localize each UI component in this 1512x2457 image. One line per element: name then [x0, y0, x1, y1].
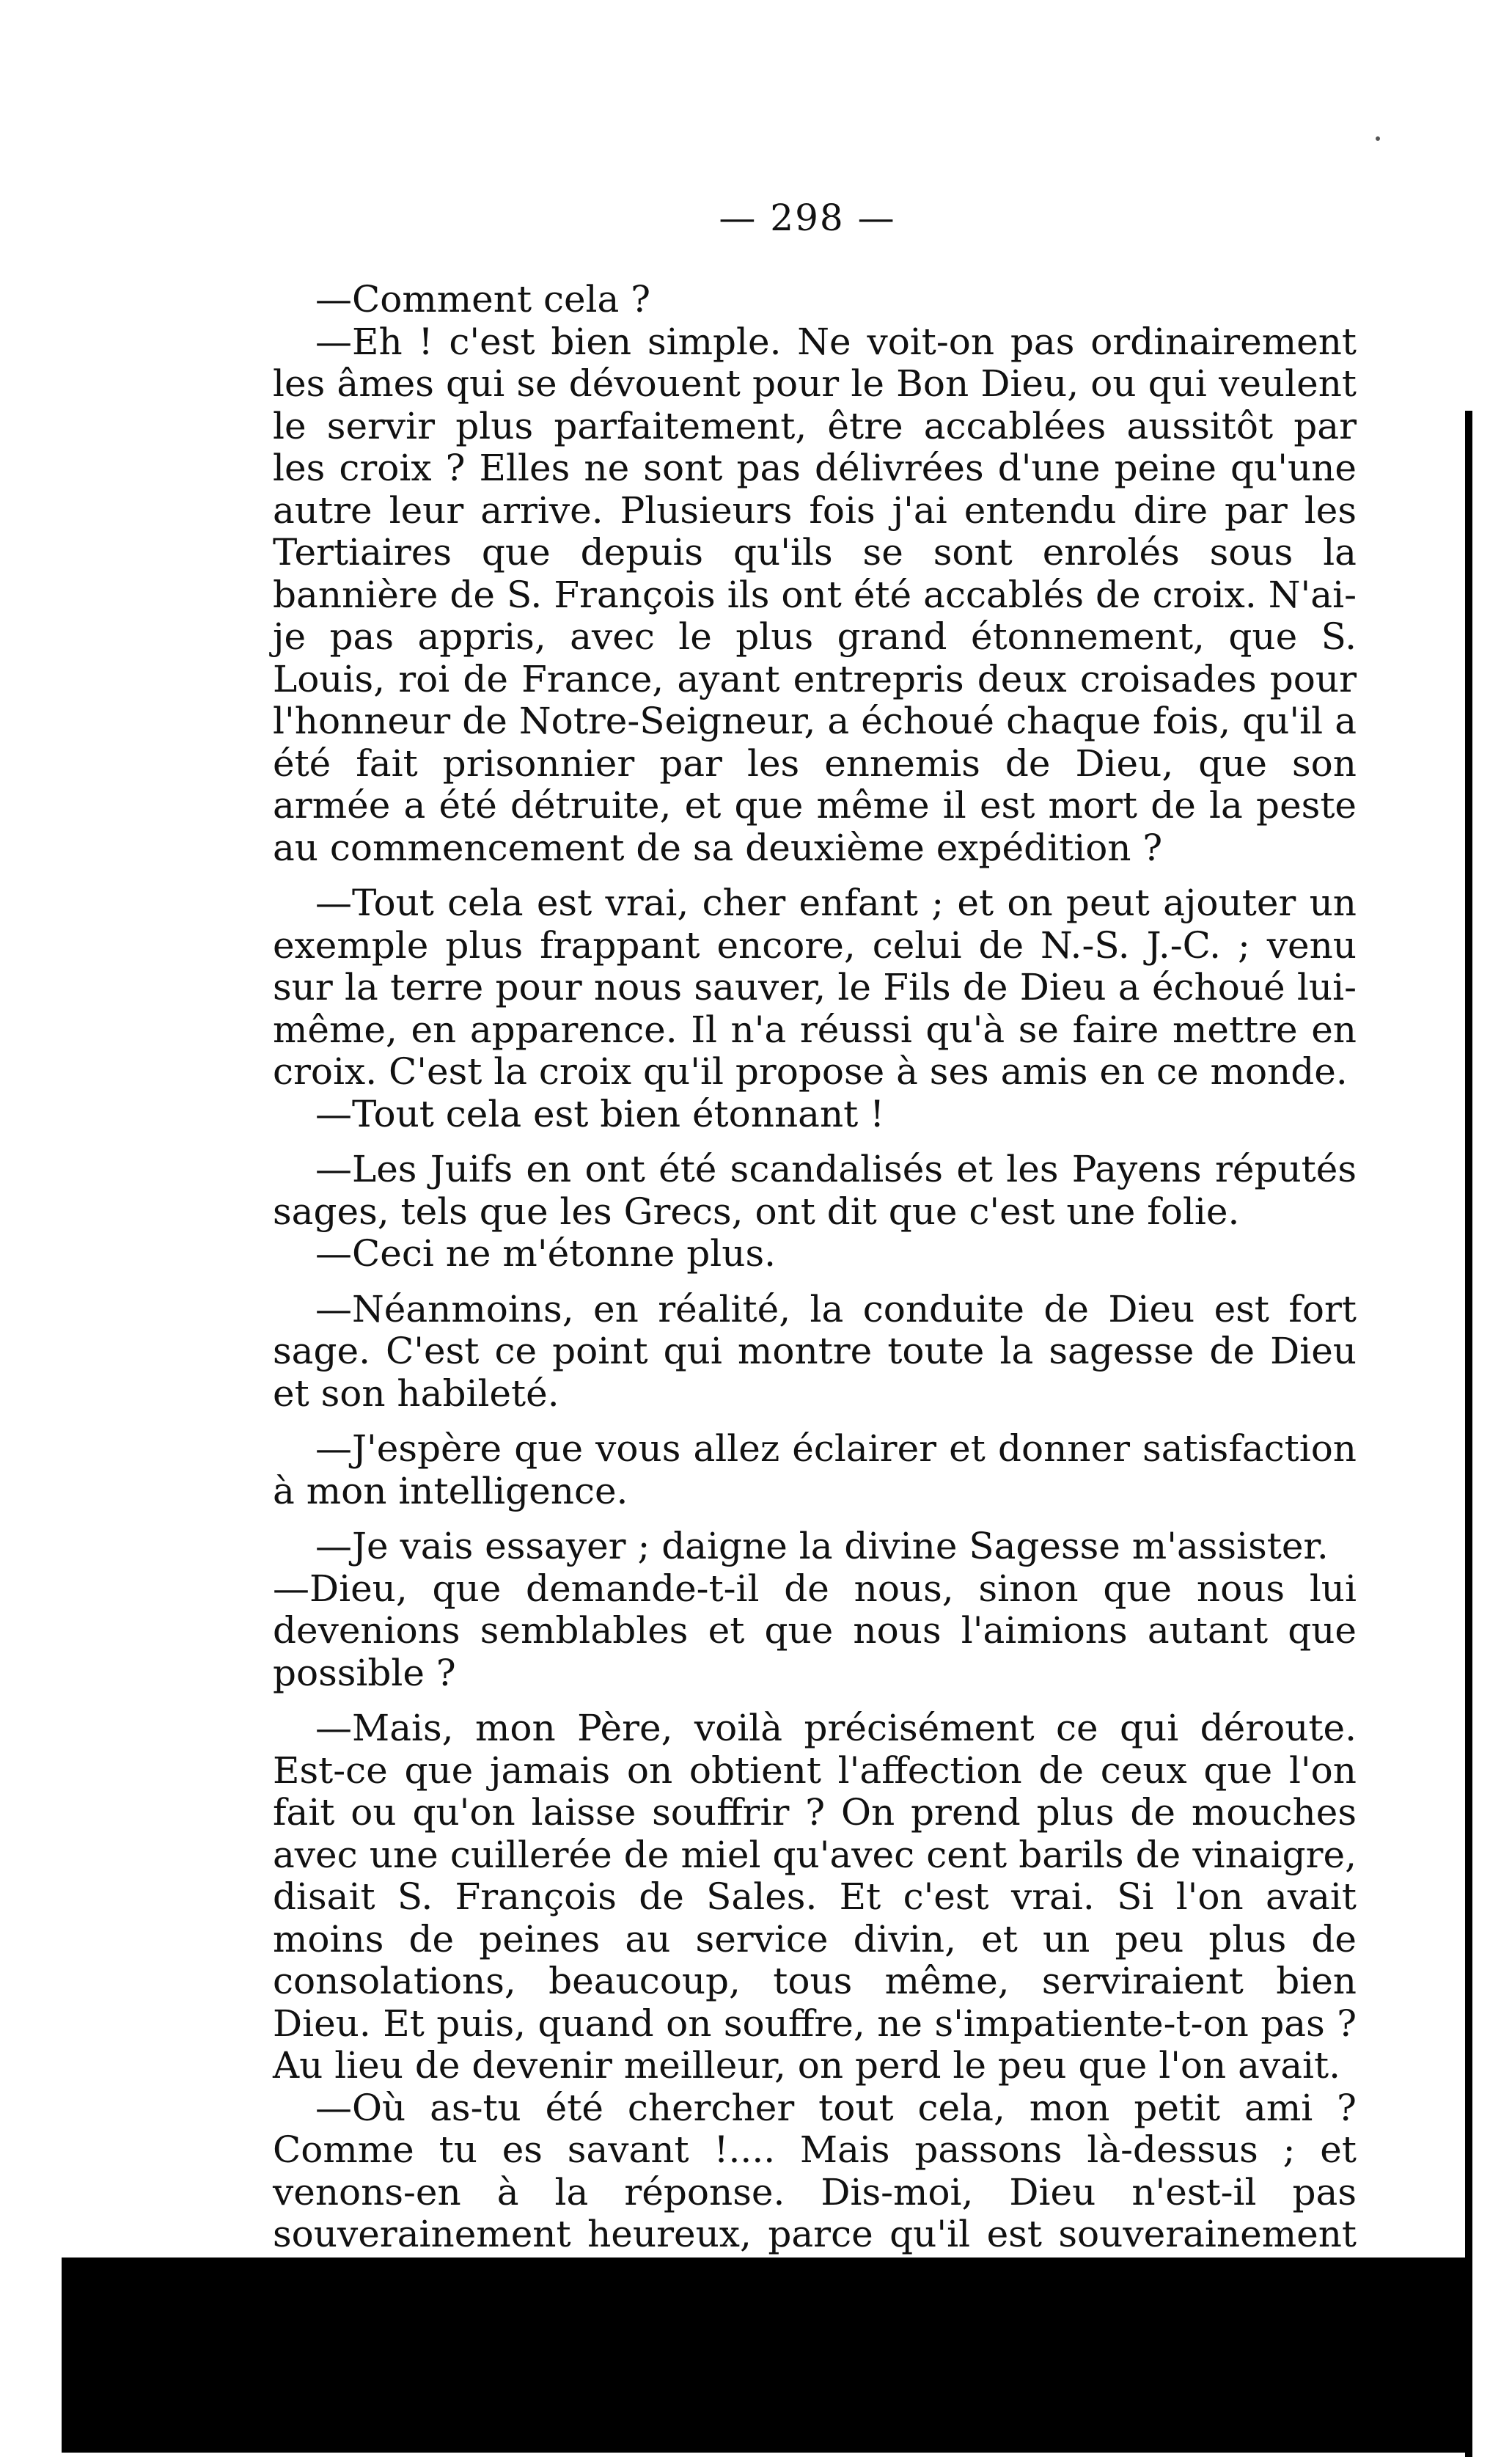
paragraph: —Mais, mon Père, voilà précisément ce qui déroute. Est-ce que jamais on obtient l'affection de ceux que l'on fait ou qu'on laisse souffrir ? On prend plus de mouches avec une cuillerée de miel qu'avec cent barils de vinaigre, disait S. François de Sales. Et c'est vrai. Si l'on avait moins de peines au service divin, et un peu plus de consolations, beaucoup, tous même, serviraient bien Dieu. Et puis, quand on souffre, ne s'impatiente-t-on pas ? Au lieu de devenir meilleur, on perd le peu que l'on avait.: [273, 1707, 1357, 2087]
paragraph: —Néanmoins, en réalité, la conduite de Dieu est fort sage. C'est ce point qui montre toute la sagesse de Dieu et son habileté.: [273, 1287, 1357, 1415]
paragraph: —Comment cela ?: [315, 278, 651, 321]
paragraph: —Où as-tu été chercher tout cela, mon petit ami ? Comme tu es savant !.... Mais passons là-dessus ; et venons-en à la réponse. Dis-moi, Dieu n'est-il pas souverainement heureux, parce qu'il est souverainement: [273, 2086, 1357, 2255]
paragraph: —Les Juifs en ont été scandalisés et les Payens réputés sages, tels que les Grecs, ont dit que c'est une folie.: [273, 1148, 1357, 1233]
paragraph: —Je vais essayer ; daigne la divine Sagesse m'assister.: [315, 1525, 1329, 1567]
paragraph: —Dieu, que demande-t-il de nous, sinon que nous lui devenions semblables et que nous l'aimions autant que possible ?: [273, 1567, 1357, 1694]
paragraph: —Tout cela est bien étonnant !: [315, 1092, 885, 1135]
body-text: [273, 279, 1357, 2298]
paragraph: —Eh ! c'est bien simple. Ne voit-on pas ordinairement les âmes qui se dévouent pour le Bon Dieu, ou qui veulent le servir plus parfaitement, être accablées aussitôt par les croix ? Elles ne sont pas délivrées d'une peine qu'une autre leur arrive. Plusieurs fois j'ai entendu dire par les Tertiaires que depuis qu'ils se sont enrolés sous la bannière de S. François ils ont été accablés de croix. N'ai-je pas appris, avec le plus grand étonnement, que S. Louis, roi de France, ayant entrepris deux croisades pour l'honneur de Notre-Seigneur, a échoué chaque fois, qu'il a été fait prisonnier par les ennemis de Dieu, que son armée a été détruite, et que même il est mort de la peste au commencement de sa deuxième expédition ?: [273, 320, 1357, 869]
page-number: — 298 —: [719, 197, 896, 239]
scan-speck: [1376, 136, 1380, 141]
paragraph: —Ceci ne m'étonne plus.: [315, 1232, 777, 1275]
scan-bottom-border: [62, 2258, 1472, 2453]
paragraph: —J'espère que vous allez éclairer et donner satisfaction à mon intelligence.: [273, 1427, 1357, 1512]
paragraph: —Tout cela est vrai, cher enfant ; et on peut ajouter un exemple plus frappant encore, celui de N.-S. J.-C. ; venu sur la terre pour nous sauver, le Fils de Dieu a échoué lui-même, en apparence. Il n'a réussi qu'à se faire mettre en croix. C'est la croix qu'il propose à ses amis en ce monde.: [273, 882, 1357, 1093]
scan-edge-shadow: [1465, 411, 1472, 2457]
